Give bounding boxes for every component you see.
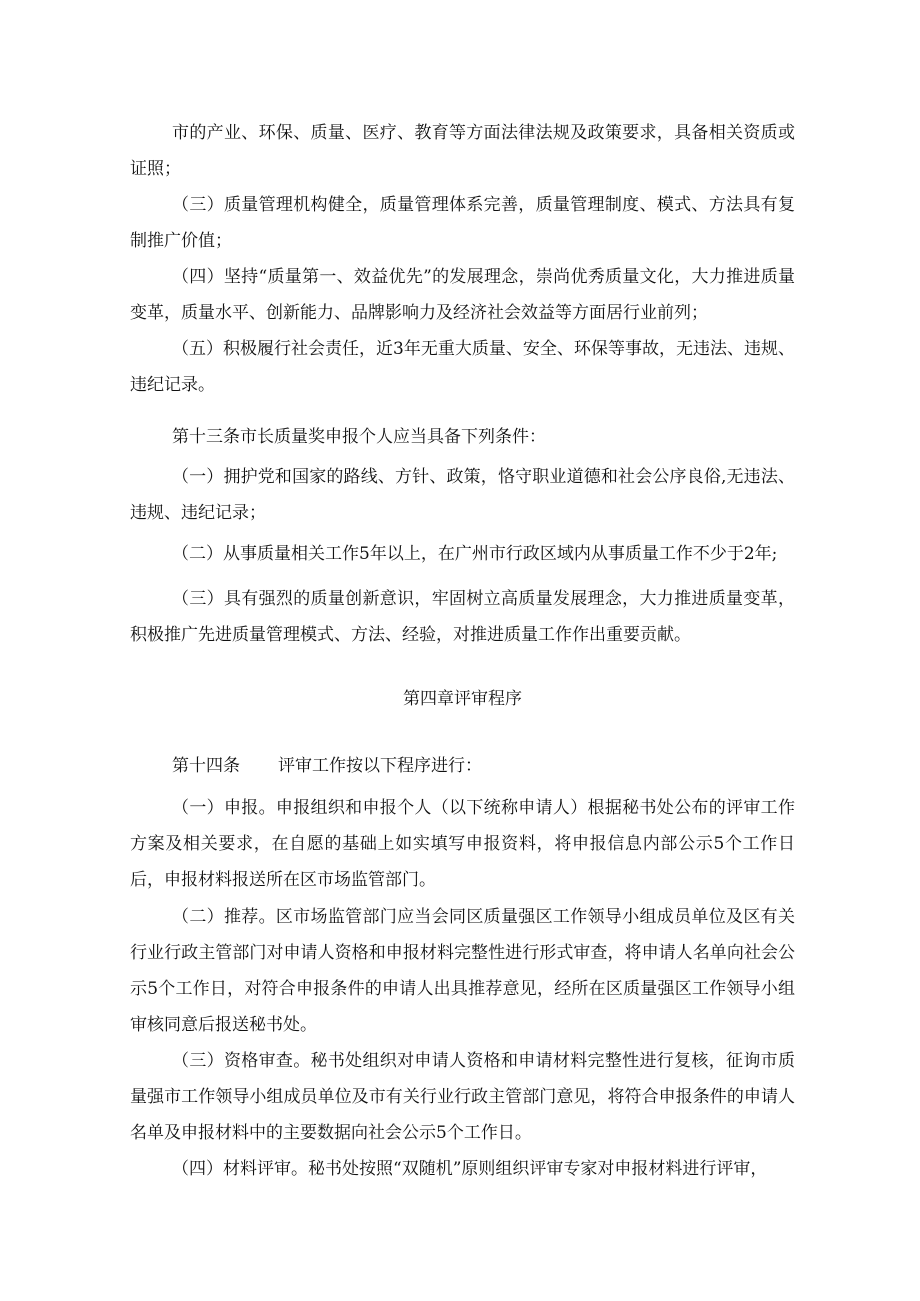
paragraph-continuation: 市的产业、环保、质量、医疗、教育等方面法律法规及政策要求，具备相关资质或证照； xyxy=(130,123,795,179)
procedure-step-1: （一）申报。申报组织和申报个人（以下统称申请人）根据秘书处公布的评审工作方案及相关要求，在自愿的基础上如实填写申报资料，将申报信息内部公示5个工作日后，申报材料报送所在区市场监管部门。 xyxy=(130,798,795,890)
procedure-step-2: （二）推荐。区市场监管部门应当会同区质量强区工作领导小组成员单位及区有关行业行政主管部门对申请人资格和申报材料完整性进行形式审查，将申请人名单向社会公示5个工作日，对符合申报条件的申请人出具推荐意见，经所在区质量强区工作领导小组审核同意后报送秘书处。 xyxy=(130,907,795,1035)
chapter-heading: 第四章评审程序 xyxy=(403,689,522,709)
paragraph-condition-5: （五）积极履行社会责任，近3年无重大质量、安全、环保等事故，无违法、违规、违纪记录。 xyxy=(130,339,795,395)
paragraph-condition-3: （三）质量管理机构健全，质量管理体系完善，质量管理制度、模式、方法具有复制推广价值； xyxy=(130,195,795,251)
article-14-text: 评审工作按以下程序进行： xyxy=(278,756,482,776)
article-14 xyxy=(172,748,482,784)
paragraph-personal-1: （一）拥护党和国家的路线、方针、政策，恪守职业道德和社会公序良俗,无违法、违规、违纪记录； xyxy=(130,467,795,523)
procedure-step-3: （三）资格审查。秘书处组织对申请人资格和申请材料完整性进行复核，征询市质量强市工作领导小组成员单位及市有关行业行政主管部门意见，将符合申报条件的申请人名单及申报材料中的主要数据向社会公示5个工作日。 xyxy=(130,1051,795,1143)
article-14-label: 第十四条 xyxy=(172,756,240,776)
paragraph-personal-3: （三）具有强烈的质量创新意识，牢固树立高质量发展理念，大力推进质量变革，积极推广先进质量管理模式、方法、经验，对推进质量工作作出重要贡献。 xyxy=(130,589,795,645)
paragraph-condition-4: （四）坚持“质量第一、效益优先”的发展理念，崇尚优秀质量文化，大力推进质量变革，质量水平、创新能力、品牌影响力及经济社会效益等方面居行业前列； xyxy=(130,267,795,323)
article-13: 第十三条市长质量奖申报个人应当具备下列条件： xyxy=(172,427,546,447)
procedure-step-4: （四）材料评审。秘书处按照“双随机”原则组织评审专家对申报材料进行评审， xyxy=(172,1159,768,1179)
paragraph-personal-2: （二）从事质量相关工作5年以上，在广州市行政区域内从事质量工作不少于2年; xyxy=(172,544,778,564)
